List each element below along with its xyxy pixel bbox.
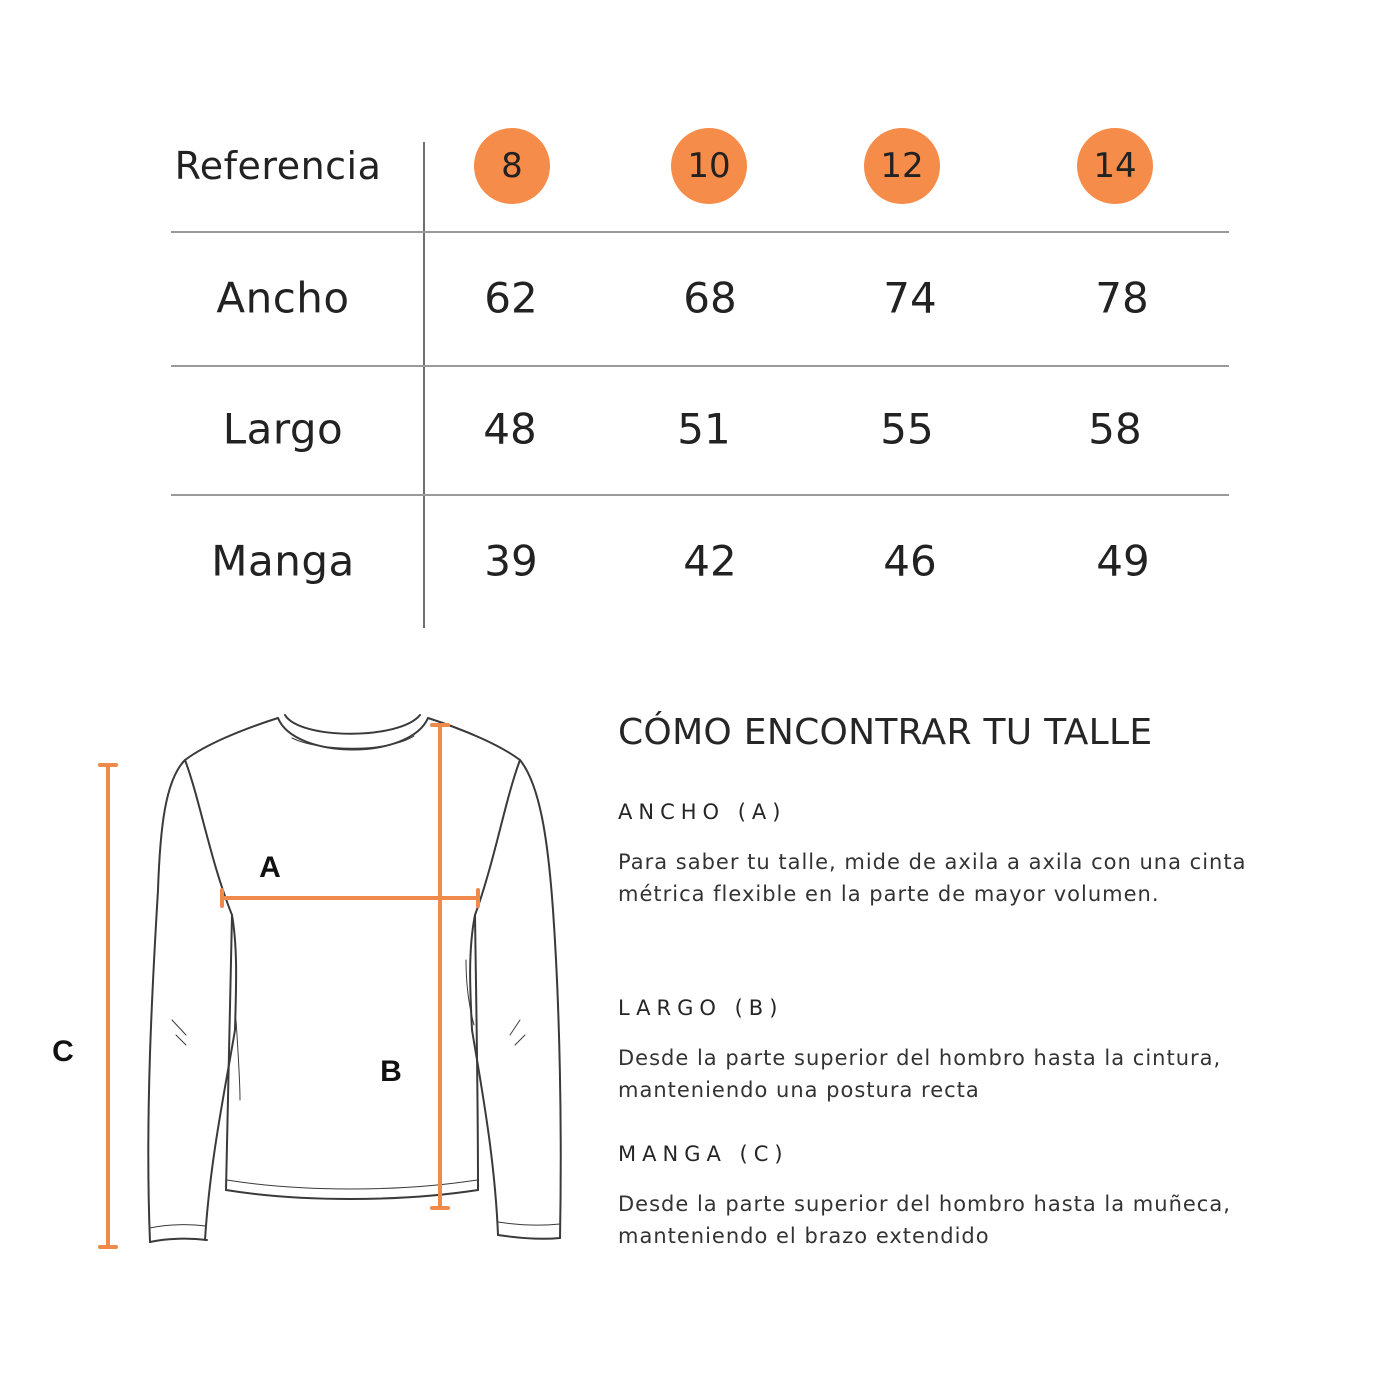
table-cell: 39 (484, 536, 538, 586)
table-cell: 58 (1088, 404, 1142, 454)
size-guide (618, 700, 1298, 1248)
section-heading: ANCHO (A) (618, 800, 787, 824)
section-text: Para saber tu talle, mide de axila a axila con una cinta métrica flexible en la parte de mayor volumen. (618, 850, 1247, 906)
guide-section-ancho (618, 800, 1278, 910)
table-cell: 55 (880, 404, 934, 454)
table-vertical-divider (423, 142, 425, 628)
size-badge-12: 12 (864, 128, 940, 204)
table-row-divider (171, 494, 1229, 496)
long-sleeve-shirt-icon (0, 690, 600, 1290)
size-badge-10: 10 (671, 128, 747, 204)
guide-section-largo (618, 996, 1278, 1106)
table-cell: 68 (683, 273, 737, 323)
size-table (0, 0, 1400, 640)
table-row-divider (171, 365, 1229, 367)
header-label: Referencia (174, 144, 382, 188)
table-cell: 42 (683, 536, 737, 586)
section-heading: MANGA (C) (618, 1142, 789, 1166)
dimension-label-b: B (380, 1055, 402, 1088)
table-cell: 62 (484, 273, 538, 323)
section-heading: LARGO (B) (618, 996, 784, 1020)
shirt-diagram (0, 690, 600, 1290)
section-text: Desde la parte superior del hombro hasta la cintura, manteniendo una postura recta (618, 1046, 1222, 1102)
table-cell: 51 (677, 404, 731, 454)
section-text: Desde la parte superior del hombro hasta la muñeca, manteniendo el brazo extendido (618, 1192, 1231, 1248)
row-label-manga: Manga (211, 536, 355, 586)
size-badge-14: 14 (1077, 128, 1153, 204)
table-cell: 48 (483, 404, 537, 454)
row-label-largo: Largo (222, 404, 344, 454)
row-label-ancho: Ancho (216, 273, 350, 323)
table-cell: 78 (1095, 273, 1149, 323)
table-row-divider (171, 231, 1229, 233)
table-cell: 74 (883, 273, 937, 323)
dimension-label-a: A (259, 851, 281, 884)
table-cell: 46 (883, 536, 937, 586)
guide-title: CÓMO ENCONTRAR TU TALLE (618, 712, 1153, 753)
guide-section-manga (618, 1142, 1278, 1252)
size-badge-8: 8 (474, 128, 550, 204)
table-cell: 49 (1096, 536, 1150, 586)
dimension-label-c: C (52, 1035, 74, 1068)
